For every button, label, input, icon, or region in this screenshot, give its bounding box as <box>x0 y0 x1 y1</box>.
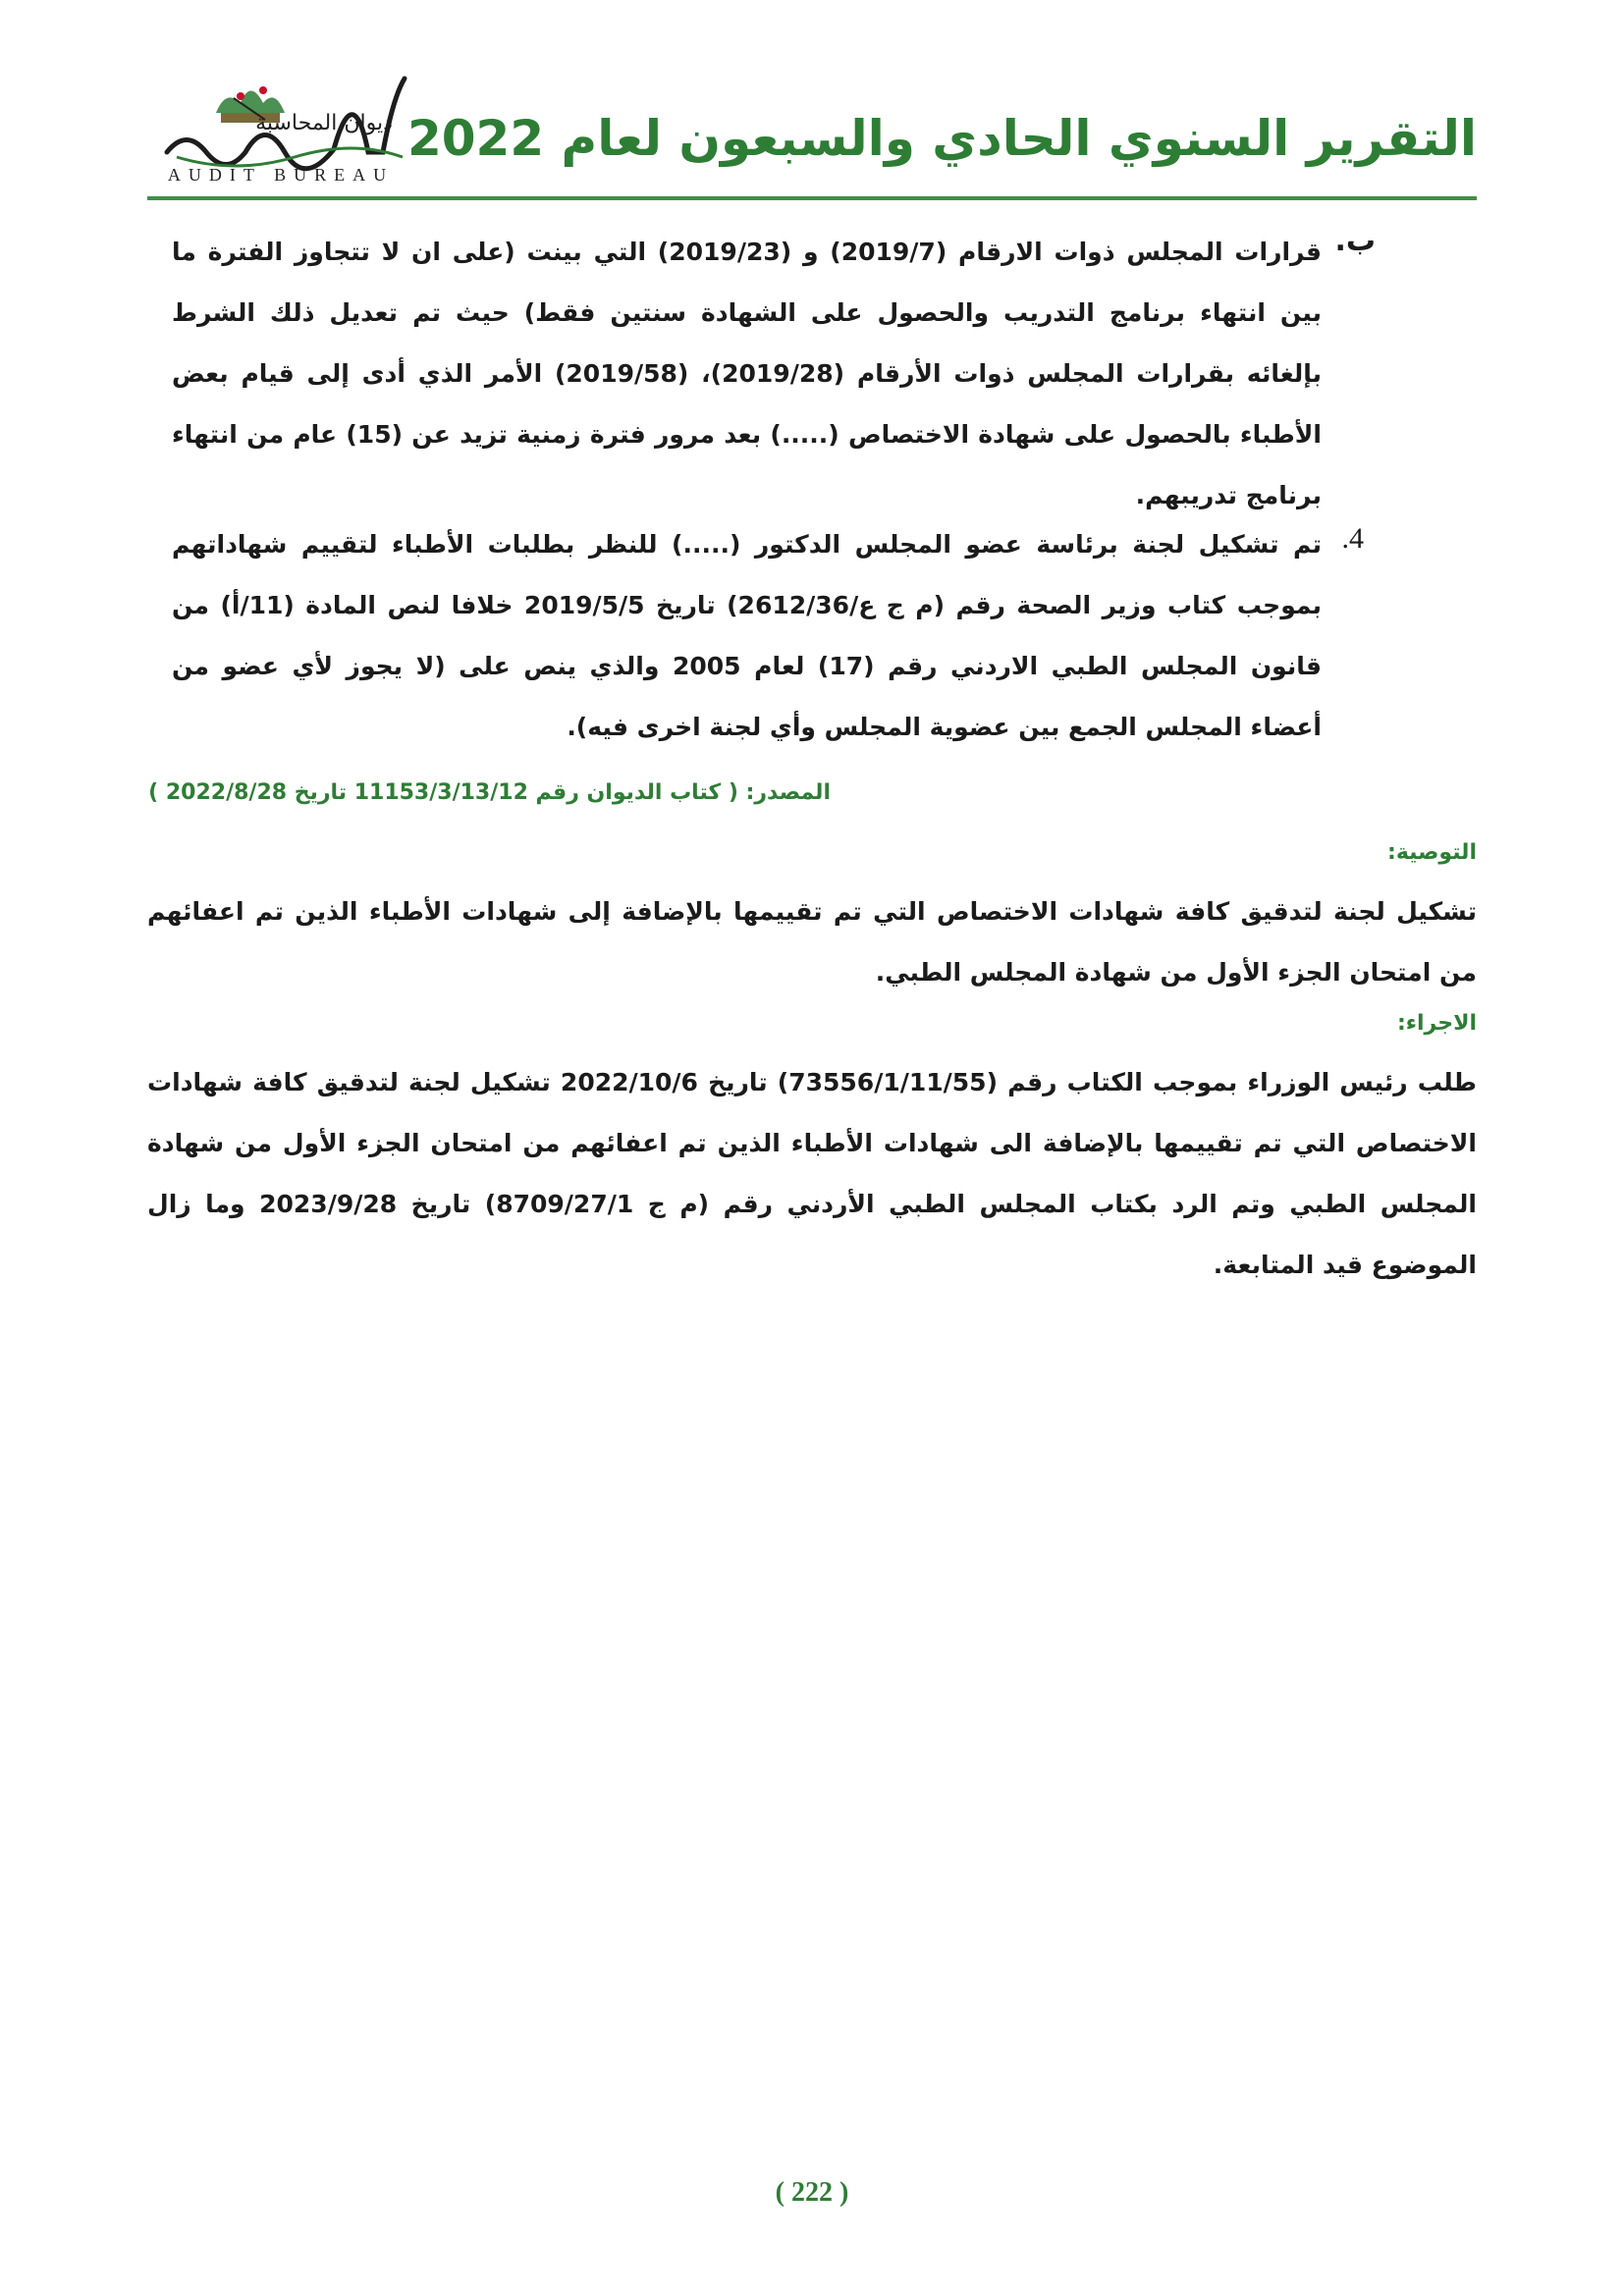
recommendation-text: تشكيل لجنة لتدقيق كافة شهادات الاختصاص التي تم تقييمها بالإضافة إلى شهادات الأطباء الذين تم اعفائهم من امتحان الجزء الأول من شهادة المجلس الطبي. <box>147 897 1477 987</box>
page-number: ( 222 ) <box>775 2177 849 2208</box>
recommendation-label: التوصية: <box>1387 840 1477 865</box>
item-b-text: قرارات المجلس ذوات الارقام (2019/7) و (2019/23) التي بينت (على ان لا تتجاوز الفترة ما بين انتهاء برنامج التدريب والحصول على الشهادة سنتين فقط) حيث تم تعديل ذلك الشرط بإلغائه بقرارات المجلس ذوات الأرقام (2019/28)، (2019/58) الأمر الذي أدى إلى قيام بعض الأطباء بالحصول على شهادة الاختصاص (.....) بعد مرور فترة زمنية تزيد عن (15) عام من انتهاء برنامج تدريبهم. <box>172 238 1323 509</box>
report-title: التقرير السنوي الحادي والسبعون لعام 2022 <box>406 110 1477 167</box>
logo-caption: AUDIT BUREAU <box>167 165 395 185</box>
item-marker-b: ب. <box>1334 224 1376 258</box>
svg-text:ديوان المحاسبة: ديوان المحاسبة <box>255 111 393 135</box>
action-label: الاجراء: <box>1396 1011 1477 1036</box>
source-reference: المصدر: ( كتاب الديوان رقم 11153/3/13/12 تاريخ 2022/8/28 ) <box>148 780 831 805</box>
item-4-text: تم تشكيل لجنة برئاسة عضو المجلس الدكتور (.....) للنظر بطلبات الأطباء لتقييم شهاداتهم بموجب كتاب وزير الصحة رقم (م ج ع/2612/36) تاريخ 2019/5/5 خلافا لنص المادة (11/أ) من قانون المجلس الطبي الاردني رقم (17) لعام 2005 والذي ينص على (لا يجوز لأي عضو من أعضاء المجلس الجمع بين عضوية المجلس وأي لجنة اخرى فيه). <box>172 530 1323 741</box>
header-divider <box>147 196 1477 200</box>
item-marker-4: 4. <box>1341 522 1364 555</box>
action-text: طلب رئيس الوزراء بموجب الكتاب رقم (73556/1/11/55) تاريخ 2022/10/6 تشكيل لجنة لتدقيق كافة شهادات الاختصاص التي تم تقييمها بالإضافة الى شهادات الأطباء الذين تم اعفائهم من امتحان الجزء الأول من شهادة المجلس الطبي وتم الرد بكتاب المجلس الطبي الأردني رقم (م ج 8709/27/1) تاريخ 2023/9/28 وما زال الموضوع قيد المتابعة. <box>147 1068 1477 1279</box>
